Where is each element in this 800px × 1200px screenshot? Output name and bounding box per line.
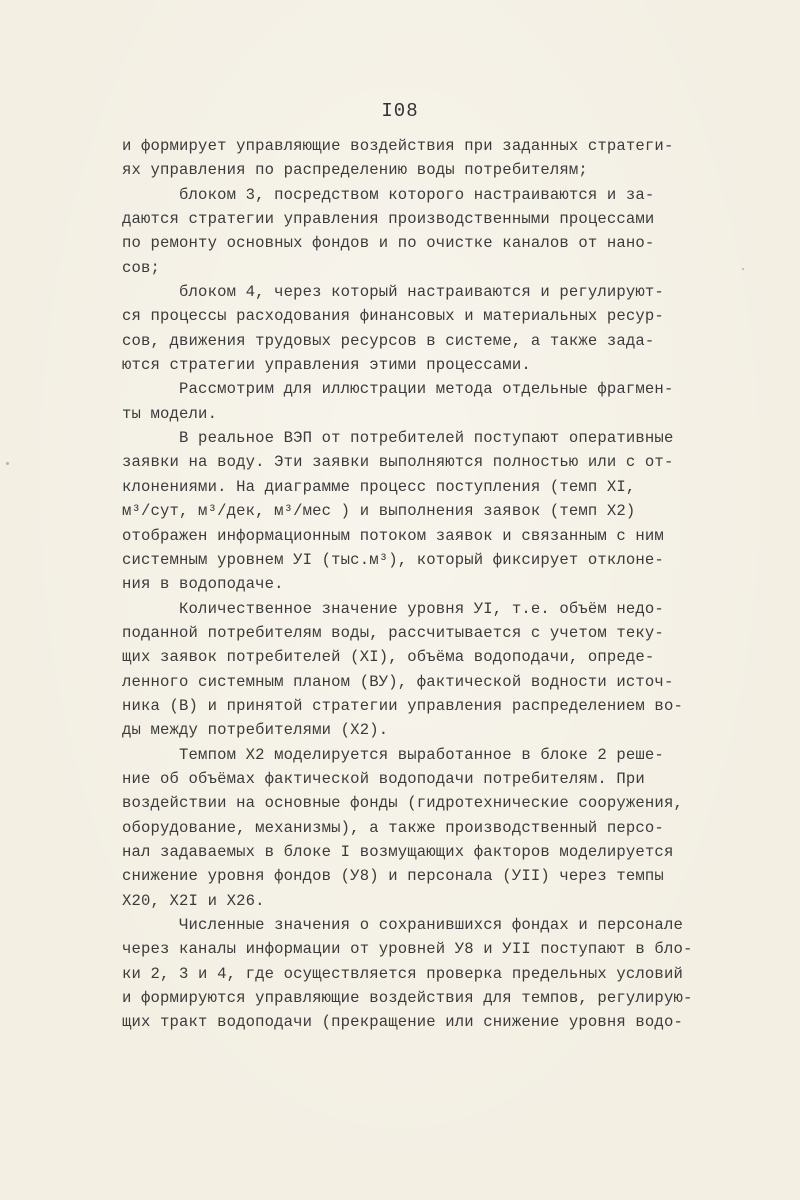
text-line: клонениями. На диаграмме процесс поступления (темп XI, xyxy=(122,477,636,496)
text-line: Темпом Х2 моделируется выработанное в блоке 2 реше- xyxy=(122,745,664,764)
text-line: ты модели. xyxy=(122,404,218,423)
paper-speck xyxy=(6,462,9,465)
text-line: ки 2, 3 и 4, где осуществляется проверка предельных условий xyxy=(122,964,683,983)
text-line: ленного системным планом (ВУ), фактической водности источ- xyxy=(122,672,674,691)
text-line: ды между потребителями (Х2). xyxy=(122,721,389,740)
text-line: ются стратегии управления этими процессами. xyxy=(122,356,531,375)
text-line: через каналы информации от уровней У8 и УII поступают в бло- xyxy=(122,940,693,959)
text-line: Количественное значение уровня УI, т.е. объём недо- xyxy=(122,599,664,618)
text-line: системным уровнем УI (тыс.м³), который фиксирует отклоне- xyxy=(122,550,664,569)
text-line: ся процессы расходования финансовых и материальных ресур- xyxy=(122,307,664,326)
text-line: и формирует управляющие воздействия при заданных стратеги- xyxy=(122,137,674,155)
text-line: ния в водоподаче. xyxy=(122,575,284,594)
text-line: заявки на воду. Эти заявки выполняются полностью или с от- xyxy=(122,453,674,472)
text-line: и формируются управляющие воздействия для темпов, регулирую- xyxy=(122,989,693,1008)
text-line: сов, движения трудовых ресурсов в системе, а также зада- xyxy=(122,331,655,350)
body-text xyxy=(122,134,732,1035)
text-line: Численные значения о сохранившихся фондах и персонале xyxy=(122,916,683,934)
text-line: ника (В) и принятой стратегии управления распределением во- xyxy=(122,696,683,715)
text-line: снижение уровня фондов (У8) и персонала (УII) через темпы xyxy=(122,867,664,886)
text-line: оборудование, механизмы), а также производственный персо- xyxy=(122,818,664,837)
text-line: поданной потребителям воды, рассчитывается с учетом теку- xyxy=(122,623,664,642)
paper-speck xyxy=(742,268,744,270)
text-line: по ремонту основных фондов и по очистке каналов от нано- xyxy=(122,234,655,253)
text-line: блоком 3, посредством которого настраиваются и за- xyxy=(122,185,655,204)
text-line: В реальное ВЭП от потребителей поступают оперативные xyxy=(122,429,674,448)
text-line: отображен информационным потоком заявок и связанным с ним xyxy=(122,526,664,545)
text-line: Рассмотрим для иллюстрации метода отдельные фрагмен- xyxy=(122,380,674,399)
text-line: ях управления по распределению воды потребителям; xyxy=(122,161,588,180)
text-line: воздействии на основные фонды (гидротехнические сооружения, xyxy=(122,794,683,813)
text-line: щих заявок потребителей (XI), объёма водоподачи, опреде- xyxy=(122,648,655,667)
text-line: нал задаваемых в блоке I возмущающих факторов моделируется xyxy=(122,842,674,861)
text-line: ние об объёмах фактической водоподачи потребителям. При xyxy=(122,769,645,788)
text-line: щих тракт водоподачи (прекращение или снижение уровня водо- xyxy=(122,1013,683,1032)
text-line: блоком 4, через который настраиваются и регулируют- xyxy=(122,283,664,302)
page-number: I08 xyxy=(381,100,419,122)
text-line: даются стратегии управления производственными процессами xyxy=(122,210,655,229)
text-line: сов; xyxy=(122,258,161,277)
text-line: Х20, Х2I и Х26. xyxy=(122,891,265,910)
text-line: м³/сут, м³/дек, м³/мес ) и выполнения заявок (темп Х2) xyxy=(122,502,636,521)
